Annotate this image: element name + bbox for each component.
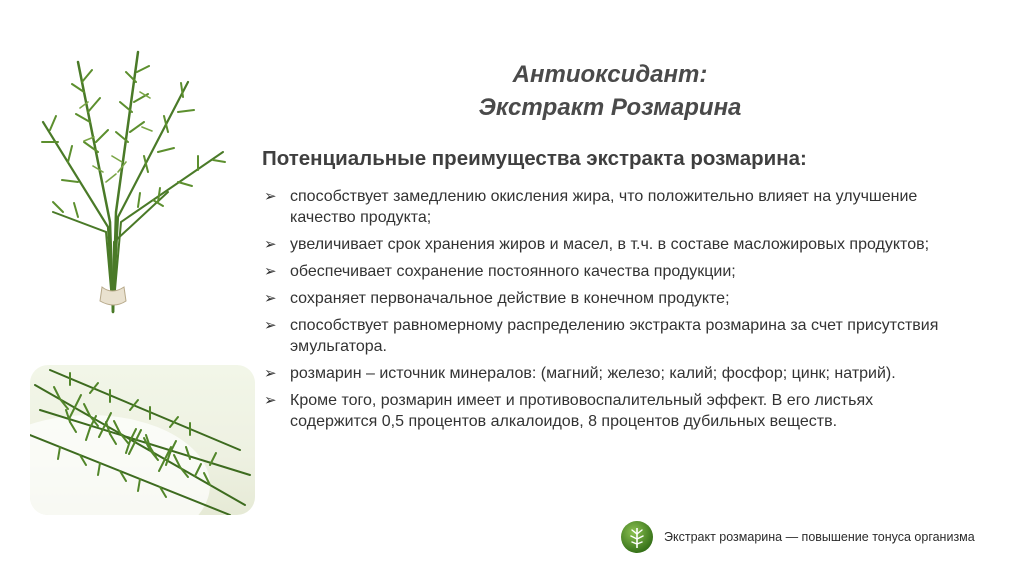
- arrow-bullet-icon: ➢: [264, 188, 277, 205]
- footer-text: Экстракт розмарина — повышение тонуса организма: [664, 530, 975, 544]
- arrow-bullet-icon: ➢: [264, 263, 277, 280]
- list-item: ➢ Кроме того, розмарин имеет и противовоспалительный эффект. В его листьях содержится 0,5 процентов алкалоидов, 8 процентов дубильных веществ.: [264, 392, 874, 430]
- benefits-heading: Потенциальные преимущества экстракта розмарина:: [262, 147, 807, 170]
- arrow-bullet-icon: ➢: [264, 236, 277, 253]
- list-item: ➢ обеспечивает сохранение постоянного качества продукции;: [264, 263, 736, 280]
- arrow-bullet-icon: ➢: [264, 365, 277, 382]
- list-item: ➢ способствует замедлению окисления жира, что положительно влияет на улучшение качество продукта;: [264, 188, 918, 226]
- leaf-logo-icon: [620, 520, 654, 554]
- title-line-2: Экстракт Розмарина: [478, 94, 742, 121]
- title-line-1: Антиоксидант:: [512, 61, 708, 88]
- arrow-bullet-icon: ➢: [264, 290, 277, 307]
- list-item: ➢ сохраняет первоначальное действие в конечном продукте;: [264, 290, 730, 307]
- rosemary-bunch-image: [18, 42, 238, 317]
- list-item: ➢ способствует равномерному распределению экстракта розмарина за счет присутствия эмульгатора.: [264, 317, 939, 355]
- rosemary-dish-image: [30, 365, 255, 515]
- footer-banner: [620, 520, 975, 554]
- arrow-bullet-icon: ➢: [264, 392, 277, 409]
- slide-title: [390, 58, 830, 124]
- benefits-list: [262, 186, 962, 438]
- list-item: ➢ увеличивает срок хранения жиров и масел, в т.ч. в составе масложировых продуктов;: [264, 236, 930, 253]
- list-item: ➢ розмарин – источник минералов: (магний; железо; калий; фосфор; цинк; натрий).: [264, 365, 896, 382]
- arrow-bullet-icon: ➢: [264, 317, 277, 334]
